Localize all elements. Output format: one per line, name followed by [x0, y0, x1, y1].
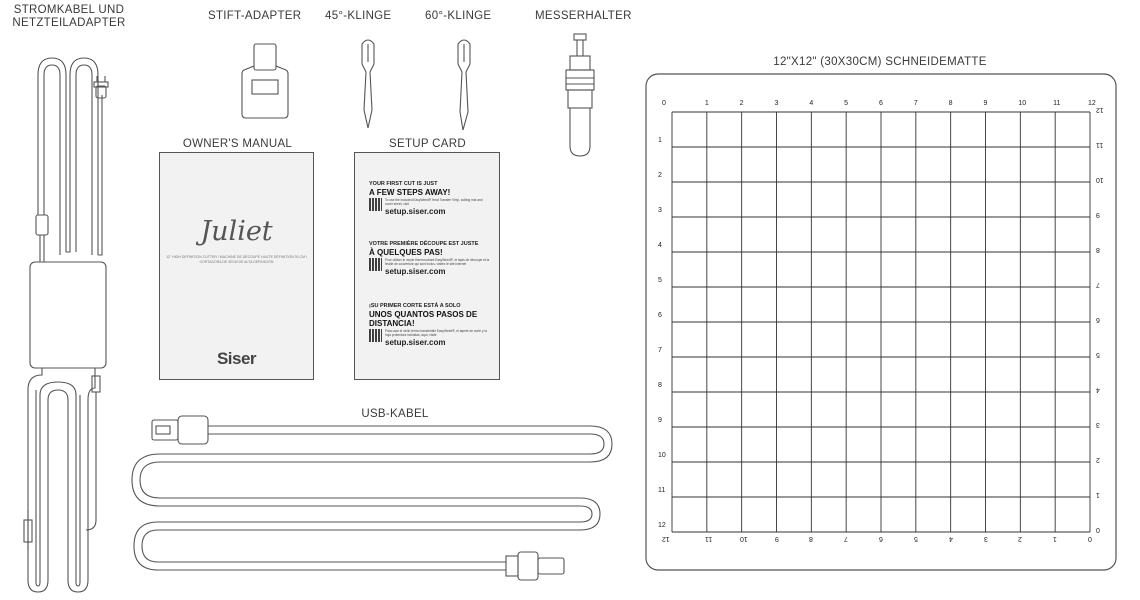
mat-tick-top: 11	[1053, 100, 1061, 107]
setup-card	[354, 152, 500, 380]
setup-fr-line1: VOTRE PREMIÈRE DÉCOUPE EST JUSTE	[369, 241, 479, 247]
mat-tick-bottom: 11	[704, 535, 713, 542]
mat-tick-right: 7	[1096, 281, 1100, 288]
setup-fr-body: Pour utiliser le vinyle thermocollant EasyWeed®, le tapis de découpe et la feuille de couverture qui sont inclus, visitez le site internet	[385, 257, 490, 266]
qr-code-icon	[369, 329, 382, 342]
mat-tick-top: 12	[1088, 100, 1096, 107]
setup-es-line2: UNOS QUANTOS PASOS DE DISTANCIA!	[369, 309, 478, 328]
mat-tick-right: 12	[1096, 106, 1104, 113]
mat-tick-left: 9	[658, 417, 662, 424]
setup-en-url: setup.siser.com	[385, 206, 446, 216]
pen-adapter-label: STIFT-ADAPTER	[208, 10, 302, 22]
mat-tick-right: 6	[1096, 316, 1100, 323]
mat-tick-left: 11	[658, 487, 666, 494]
mat-tick-right: 0	[1096, 526, 1100, 533]
setup-card-label: SETUP CARD	[389, 138, 466, 150]
mat-tick-top: 4	[809, 100, 814, 107]
owners-manual-label: OWNER'S MANUAL	[182, 138, 293, 150]
mat-tick-bottom: 2	[1018, 535, 1023, 542]
power-cable-label: STROMKABEL UND NETZTEILADAPTER	[12, 4, 126, 29]
mat-tick-left: 4	[658, 242, 662, 249]
setup-en	[369, 181, 491, 216]
blade-holder-label: MESSERHALTER	[535, 10, 632, 22]
qr-code-icon	[369, 198, 382, 211]
cutting-mat-icon	[646, 74, 1116, 570]
mat-tick-right: 1	[1096, 491, 1100, 498]
mat-tick-left: 7	[658, 347, 662, 354]
mat-tick-top: 5	[844, 100, 849, 107]
power-cable-icon	[24, 58, 108, 592]
mat-tick-right: 4	[1096, 386, 1100, 393]
mat-tick-right: 10	[1096, 176, 1104, 183]
mat-tick-top: 1	[704, 100, 709, 107]
setup-fr-url: setup.siser.com	[385, 266, 446, 276]
mat-tick-bottom: 12	[662, 535, 670, 542]
mat-tick-left: 1	[658, 137, 662, 144]
mat-tick-top: 2	[739, 100, 744, 107]
setup-es-url: setup.siser.com	[385, 337, 446, 347]
mat-tick-bottom: 9	[774, 535, 779, 542]
mat-tick-right: 8	[1096, 246, 1100, 253]
manual-script-title: Juliet	[200, 216, 273, 247]
qr-code-icon	[369, 258, 382, 271]
mat-tick-top: 0	[662, 100, 666, 107]
setup-es-body: Para usar el vinilo termo transferible EasyWeed®, el tapete de corte y la hoja protectora incluidas, aquí, visite	[385, 328, 487, 337]
setup-es-line1: ¡SU PRIMER CORTE ESTÁ A SOLO	[369, 303, 461, 309]
blade-60-label: 60°-KLINGE	[425, 10, 492, 22]
setup-fr	[369, 241, 491, 276]
blade-45-icon	[362, 40, 374, 128]
mat-tick-left: 5	[658, 277, 662, 284]
mat-tick-bottom: 5	[913, 535, 918, 542]
mat-tick-top: 7	[913, 100, 918, 107]
mat-tick-bottom: 8	[809, 535, 814, 542]
mat-tick-top: 8	[948, 100, 953, 107]
mat-tick-bottom: 6	[879, 535, 883, 542]
siser-logo: Siser	[216, 349, 257, 368]
setup-fr-line2: À QUELQUES PAS!	[369, 247, 443, 257]
mat-tick-bottom: 1	[1053, 535, 1058, 542]
mat-tick-left: 10	[658, 452, 666, 459]
setup-es	[369, 303, 491, 347]
mat-tick-left: 2	[658, 172, 662, 179]
pen-adapter-icon	[242, 44, 288, 118]
setup-en-line1: YOUR FIRST CUT IS JUST	[369, 181, 438, 187]
mat-tick-top: 3	[774, 100, 779, 107]
blade-45-label: 45°-KLINGE	[325, 10, 392, 22]
mat-tick-right: 11	[1096, 141, 1104, 148]
mat-tick-bottom: 0	[1088, 535, 1092, 542]
manual-subtitle: 12" HIGH DEFINITION CUTTER / MACHINE DE DÉCOUPE HAUTE DÉFINITION 30 CM / CORTADORA DE 30CM DE ALTA DEFINICIÓN	[166, 255, 307, 264]
mat-tick-top: 6	[879, 100, 883, 107]
mat-tick-bottom: 4	[948, 535, 953, 542]
mat-tick-top: 10	[1018, 100, 1027, 107]
cutting-mat-label: 12"X12" (30X30CM) SCHNEIDEMATTE	[773, 56, 987, 68]
usb-cable-icon	[132, 416, 612, 580]
blade-holder-icon	[566, 34, 594, 156]
mat-tick-bottom: 3	[983, 535, 988, 542]
mat-tick-top: 9	[983, 100, 988, 107]
mat-tick-right: 9	[1096, 211, 1100, 218]
mat-tick-left: 8	[658, 382, 662, 389]
mat-tick-right: 5	[1096, 351, 1100, 358]
mat-tick-right: 2	[1096, 456, 1100, 463]
mat-tick-left: 6	[658, 312, 662, 319]
setup-en-line2: A FEW STEPS AWAY!	[369, 187, 451, 197]
owners-manual	[159, 152, 314, 380]
usb-cable-label: USB-KABEL	[361, 408, 429, 420]
mat-tick-left: 12	[658, 522, 666, 529]
mat-tick-left: 3	[658, 207, 662, 214]
mat-tick-right: 3	[1096, 421, 1100, 428]
blade-60-icon	[458, 40, 470, 130]
setup-en-body: To use the included EasyWeed® Heat Transfer Vinyl, cutting mat and cover sheet, visit	[385, 197, 483, 206]
mat-tick-bottom: 7	[844, 535, 849, 542]
mat-tick-bottom: 10	[739, 535, 748, 542]
